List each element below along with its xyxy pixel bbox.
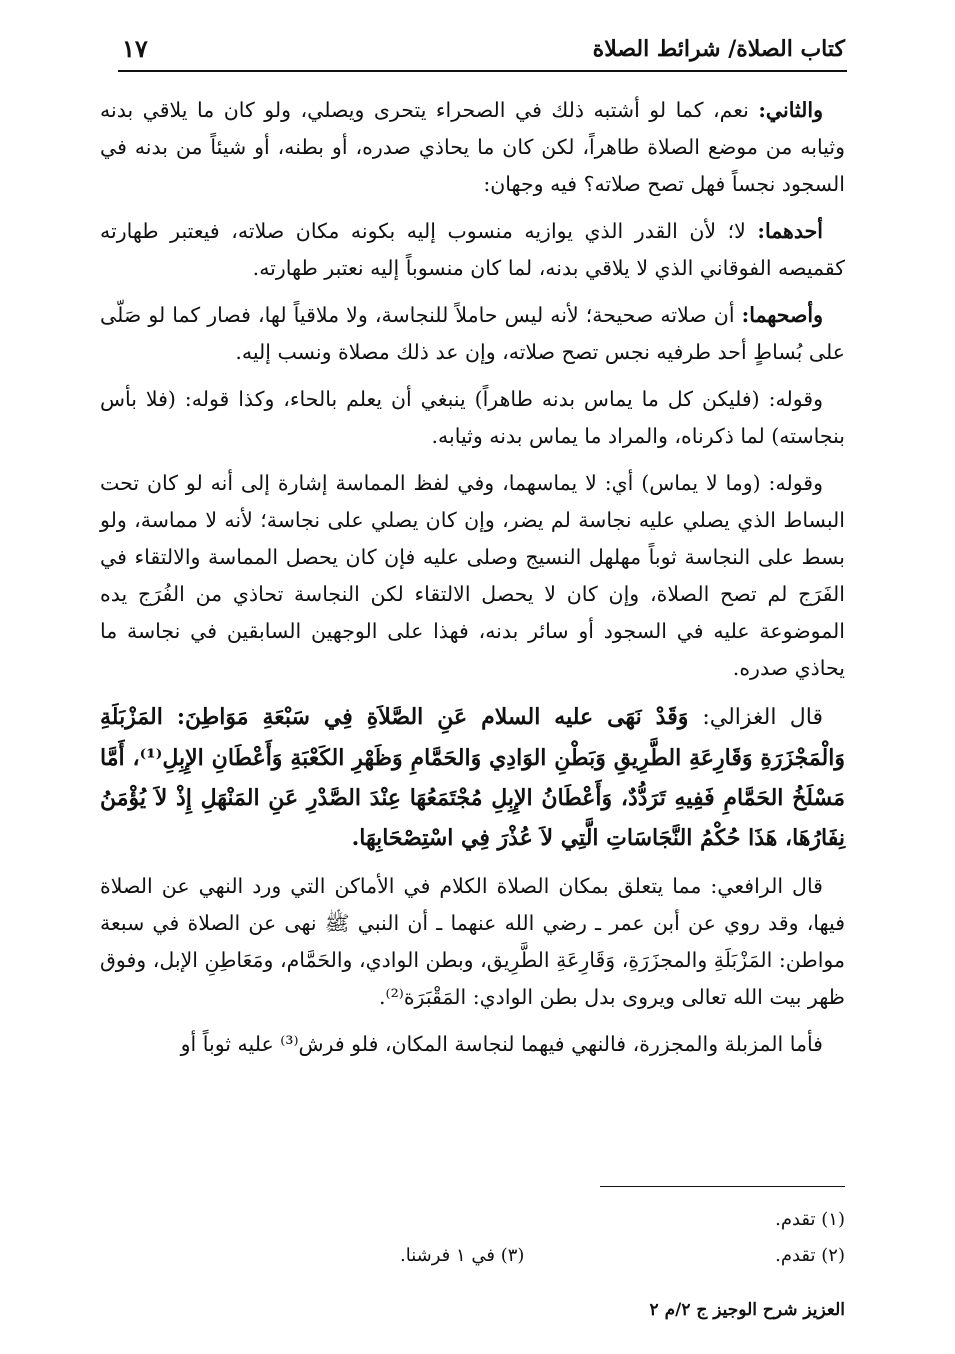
paragraph-text: وقوله: (فليكن كل ما يماس بدنه طاهراً) ينبغي أن يعلم بالحاء، وكذا قوله: (فلا بأس بنجاسته) لما ذكرناه، والمراد ما يماس بدنه وثيابه. (100, 387, 845, 448)
paragraph (100, 465, 845, 687)
paragraph-lead: أحدهما: (757, 219, 823, 243)
main-text (100, 92, 845, 1073)
paragraph (100, 92, 845, 203)
paragraph-text: أن صلاته صحيحة؛ لأنه ليس حاملاً للنجاسة، ولا ملاقياً لها، فصار كما لو صَلّى على بُساطٍ أحد طرفيه نجس تصح صلاته، وإن عد ذلك مصلاة ونسب إليه. (100, 303, 845, 364)
paragraph (100, 1026, 845, 1063)
header-rule (118, 70, 847, 72)
footnote-line (100, 1202, 845, 1238)
paragraph-lead: والثاني: (758, 98, 823, 122)
signature-label: العزيز شرح الوجيز ج ٢/م ٢ (649, 1300, 845, 1320)
footnotes (100, 1202, 845, 1274)
paragraph-text: قال الرافعي: مما يتعلق بمكان الصلاة الكلام في الأماكن التي ورد النهي عن الصلاة فيها، وقد روي عن أبن عمر ـ رضي الله عنهما ـ أن النبي ﷺ نهى عن الصلاة في سبعة مواطن: المَزْبَلَةِ والمجزَرَةِ، وَقَارِعَةِ الطَّرِيق، وبطن الوادي، والحَمَّام، ومَعَاطِنِ الإبل، وفوق ظهر بيت الله تعالى ويروى بدل بطن الوادي: المَقْبَرَة⁽²⁾. (100, 874, 845, 1009)
paragraph (100, 868, 845, 1016)
paragraph-text: نعم، كما لو أشتبه ذلك في الصحراء يتحرى ويصلي، ولو كان ما يلاقي بدنه وثيابه من موضع الصلاة طاهراً، لكن كان ما يحاذي صدره، أو بطنه، أو شيئاً من بدنه في السجود نجساً فهل تصح صلاته؟ فيه وجهان: (100, 98, 845, 196)
footnote-line (100, 1238, 845, 1274)
paragraph-text: وقوله: (وما لا يماس) أي: لا يماسهما، وفي لفظ المماسة إشارة إلى أنه لو كان تحت البساط الذي يصلي عليه نجاسة لم يضر، وإن كان يصلي على نجاسة؛ لأنه لا مماسة، ولو بسط على النجاسة ثوباً مهلهل النسيج وصلى عليه فإن كان يحصل المماسة والالتقاء في الفَرَج لم تصح الصلاة، وإن كان لا يحصل الالتقاء لكن النجاسة تحاذي من الفُرَج يده الموضوعة عليه في السجود أو سائر بدنه، فهذا على الوجهين السابقين في نجاسة ما يحاذي صدره. (100, 471, 845, 680)
running-header-title: كتاب الصلاة/ شرائط الصلاة (592, 36, 845, 62)
quote-text: وَقَدْ نَهَى عليه السلام عَنِ الصَّلاَةِ فِي سَبْعَةِ مَوَاطِنَ: المَزْبَلَةِ وَالْمَجْزَرَةِ وَقَارِعَةِ الطَّرِيقِ وَبَطْنِ الوَادِي وَالحَمَّامِ وَظَهْرِ الكَعْبَةِ وَأَعْطَانِ الإِبِلِ⁽¹⁾، أَمَّا مَسْلَخُ الحَمَّامِ فَفِيهِ تَرَدُّدٌ، وَأَعْطَانُ الإِبِلِ مُجْتَمَعُهَا عِنْدَ الصَّدْرِ عَنِ المَنْهَلِ إِذْ لاَ يُؤْمَنُ نِفَارُهَا، هَذَا حُكْمُ النَّجَاسَاتِ الَّتِي لاَ عُذْرَ فِي اسْتِصْحَابِهَا. (100, 704, 845, 851)
footnote-3: (٣) في ١ فرشنا. (400, 1245, 525, 1266)
paragraph (100, 297, 845, 371)
footnote-1: (١) تقدم. (775, 1209, 845, 1230)
ghazali-quote (100, 697, 845, 858)
page-number: ١٧ (122, 34, 148, 63)
footnote-2: (٢) تقدم. (775, 1245, 845, 1266)
quote-lead: قال الغزالي: (702, 705, 823, 730)
paragraph (100, 213, 845, 287)
paragraph (100, 381, 845, 455)
paragraph-text: لا؛ لأن القدر الذي يوازيه منسوب إليه بكونه مكان صلاته، فيعتبر طهارته كقميصه الفوقاني الذي لا يلاقي بدنه، لما كان منسوباً إليه نعتبر طهارته. (100, 219, 845, 280)
paragraph-lead: وأصحهما: (741, 303, 823, 327)
footnote-rule (600, 1186, 845, 1187)
paragraph-text: فأما المزبلة والمجزرة، فالنهي فيهما لنجاسة المكان، فلو فرش⁽³⁾ عليه ثوباً أو (180, 1032, 823, 1056)
